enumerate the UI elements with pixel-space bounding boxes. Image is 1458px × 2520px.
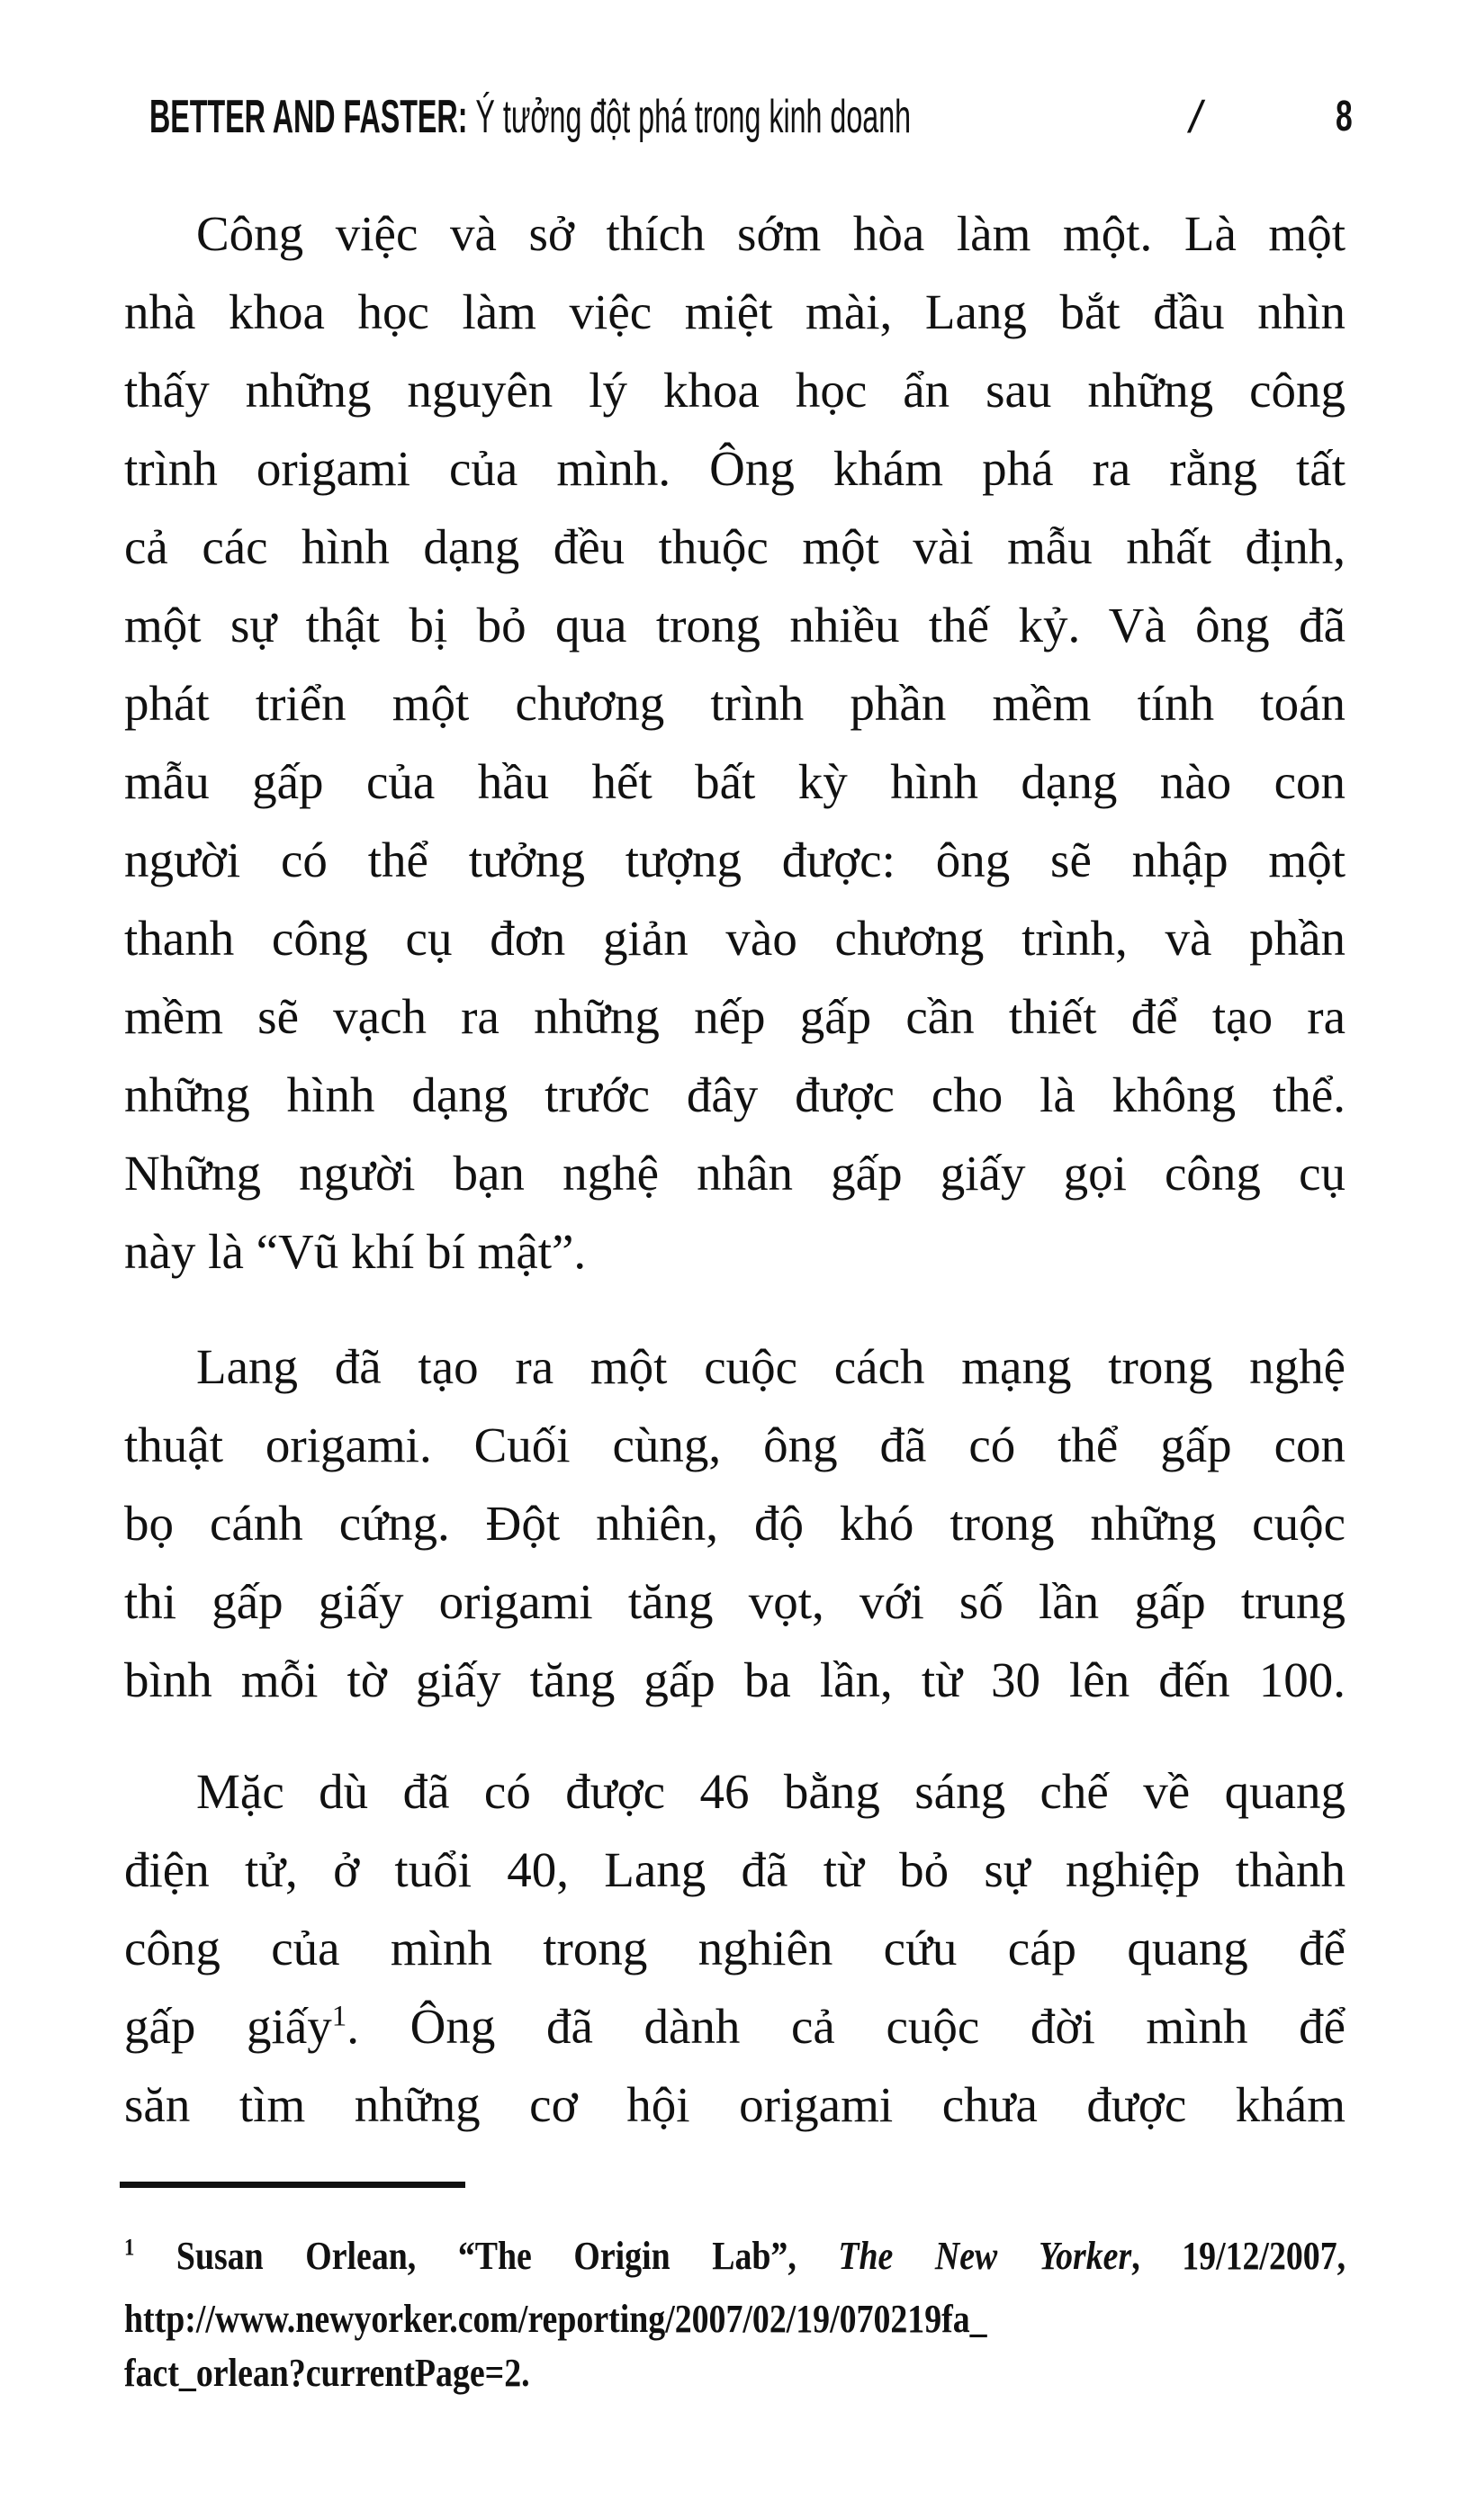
paragraph-1-line	[124, 903, 1346, 975]
paragraph-1-line	[124, 824, 1346, 896]
header-title-bold: BETTER AND FASTER:	[149, 91, 468, 143]
footnote-line	[124, 2228, 1346, 2285]
header-subtitle: Ý tưởng đột phá trong kinh doanh	[475, 91, 912, 143]
line-text: phát triển một chương trình phần mềm tính toán	[124, 676, 1346, 731]
header-book-title	[149, 90, 911, 144]
paragraph-2-line	[124, 1488, 1346, 1560]
footnote-marker: 1	[124, 2233, 135, 2261]
paragraph-1-line	[124, 590, 1346, 662]
paragraph-1-line	[124, 1059, 1346, 1131]
paragraph-3-line	[196, 1756, 1346, 1828]
line-text: trình origami của mình. Ông khám phá ra rằng tất	[124, 441, 1346, 496]
line-text: Lang đã tạo ra một cuộc cách mạng trong nghệ	[196, 1339, 1346, 1394]
line-text: thi gấp giấy origami tăng vọt, với số lần gấp trung	[124, 1574, 1346, 1629]
line-text: nhà khoa học làm việc miệt mài, Lang bắt đầu nhìn	[124, 284, 1346, 339]
line-text-start: gấp giấy	[124, 1999, 332, 2054]
line-text: bình mỗi tờ giấy tăng gấp ba lần, từ 30 lên đến 100.	[124, 1652, 1346, 1707]
footnote-author: Susan Orlean, “The Origin Lab”,	[134, 2234, 839, 2278]
paragraph-3-line	[124, 1912, 1346, 1984]
line-text: người có thể tưởng tượng được: ông sẽ nhập một	[124, 832, 1346, 887]
footnote-line	[124, 2344, 1346, 2402]
footnote-line	[124, 2290, 1346, 2348]
paragraph-2-line	[124, 1409, 1346, 1481]
footnote-url: http://www.newyorker.com/reporting/2007/02/19/070219fa_	[124, 2297, 987, 2341]
line-text: Mặc dù đã có được 46 bằng sáng chế về quang	[196, 1764, 1346, 1819]
paragraph-1-line	[124, 1216, 1346, 1288]
line-text: thuật origami. Cuối cùng, ông đã có thể gấp con	[124, 1418, 1346, 1472]
footnote-reference: 1	[331, 2000, 347, 2033]
paragraph-1-line	[196, 198, 1346, 270]
paragraph-1-line	[124, 746, 1346, 818]
paragraph-1-line	[124, 433, 1346, 505]
footnote-publication: The New Yorker	[838, 2234, 1132, 2278]
line-text: Công việc và sở thích sớm hòa làm một. Là một	[196, 206, 1346, 261]
paragraph-1-line	[124, 276, 1346, 348]
paragraph-1-line	[124, 355, 1346, 427]
line-text: thanh công cụ đơn giản vào chương trình, và phần	[124, 911, 1346, 966]
line-text: này là “Vũ khí bí mật”.	[124, 1224, 587, 1279]
line-text: mềm sẽ vạch ra những nếp gấp cần thiết để tạo ra	[124, 989, 1346, 1044]
line-text: một sự thật bị bỏ qua trong nhiều thế kỷ. Và ông đã	[124, 598, 1346, 652]
paragraph-2-line	[124, 1566, 1346, 1638]
line-text: điện tử, ở tuổi 40, Lang đã từ bỏ sự nghiệp thành	[124, 1842, 1346, 1897]
paragraph-3-line	[124, 1834, 1346, 1906]
paragraph-1-line	[124, 1138, 1346, 1210]
paragraph-1-line	[124, 511, 1346, 583]
footnote-citation	[124, 2228, 1346, 2285]
line-text: công của mình trong nghiên cứu cáp quang để	[124, 1921, 1346, 1976]
paragraph-3-line	[124, 2069, 1346, 2141]
paragraph-1-line	[124, 668, 1346, 740]
line-text: săn tìm những cơ hội origami chưa được khám	[124, 2077, 1346, 2132]
line-text: những hình dạng trước đây được cho là không thể.	[124, 1067, 1346, 1122]
line-text: thấy những nguyên lý khoa học ẩn sau những công	[124, 363, 1346, 418]
line-text: bọ cánh cứng. Đột nhiên, độ khó trong những cuộc	[124, 1496, 1346, 1551]
line-text: cả các hình dạng đều thuộc một vài mẫu nhất định,	[124, 519, 1346, 574]
paragraph-1-line	[124, 981, 1346, 1053]
line-text	[124, 1991, 1346, 2063]
paragraph-3-line	[124, 1991, 1346, 2063]
header-separator: /	[1185, 92, 1207, 142]
line-text: Những người bạn nghệ nhân gấp giấy gọi công cụ	[124, 1146, 1346, 1201]
page-number: 8	[1336, 93, 1353, 140]
paragraph-2-line	[196, 1331, 1346, 1403]
footnote-url-continued: fact_orlean?currentPage=2.	[124, 2351, 530, 2395]
paragraph-2-line	[124, 1644, 1346, 1716]
line-text: mẫu gấp của hầu hết bất kỳ hình dạng nào con	[124, 754, 1346, 809]
footnote-date: , 19/12/2007,	[1131, 2234, 1346, 2278]
line-text-end: . Ông đã dành cả cuộc đời mình để	[346, 1999, 1346, 2054]
footnote-divider	[120, 2182, 465, 2188]
